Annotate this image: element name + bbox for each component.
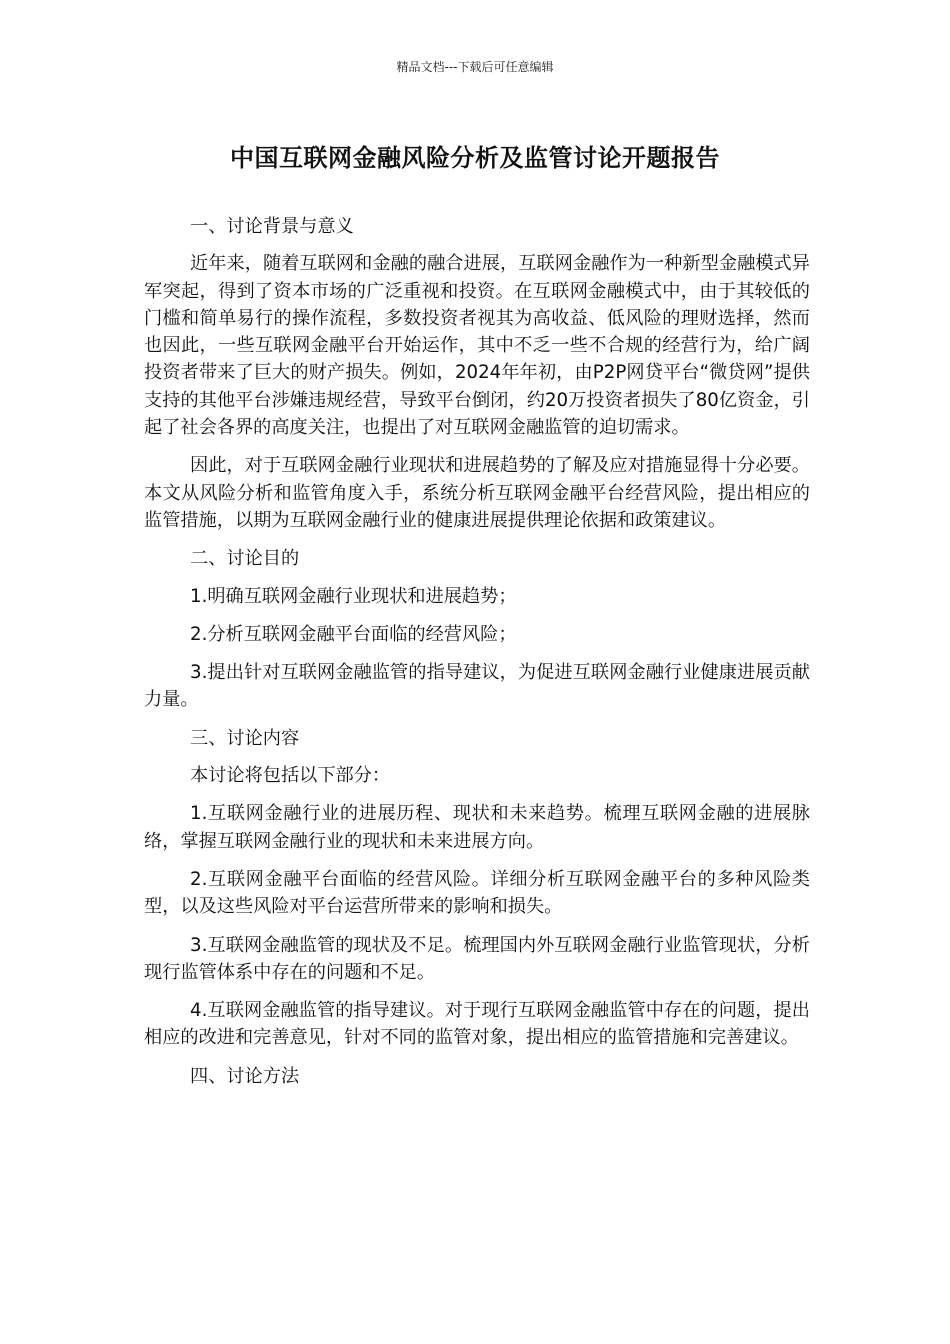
- content-item-2: 2.互联网金融平台面临的经营风险。详细分析互联网金融平台的多种风险类型，以及这些风险对平台运营所带来的影响和损失。: [144, 868, 810, 918]
- content-item-3: 3.互联网金融监管的现状及不足。梳理国内外互联网金融行业监管现状，分析现行监管体系中存在的问题和不足。: [144, 934, 810, 983]
- section-heading-method: 四、讨论方法: [190, 1065, 300, 1087]
- content-item-1: 1.互联网金融行业的进展历程、现状和未来趋势。梳理互联网金融的进展脉络，掌握互联网金融行业的现状和未来进展方向。: [144, 803, 810, 852]
- content-intro: 本讨论将包括以下部分：: [190, 765, 391, 787]
- purpose-item-1: 1.明确互联网金融行业现状和进展趋势；: [190, 585, 517, 607]
- section-heading-purpose: 二、讨论目的: [190, 548, 300, 570]
- section-heading-background: 一、讨论背景与意义: [190, 216, 354, 237]
- document-body: [144, 213, 810, 1100]
- document-title: 中国互联网金融风险分析及监管讨论开题报告: [230, 144, 720, 172]
- purpose-item-2: 2.分析互联网金融平台面临的经营风险；: [190, 623, 517, 645]
- content-item-4: 4.互联网金融监管的指导建议。对于现行互联网金融监管中存在的问题，提出相应的改进和完善意见，针对不同的监管对象，提出相应的监管措施和完善建议。: [144, 1000, 810, 1049]
- purpose-item-3: 3.提出针对互联网金融监管的指导建议，为促进互联网金融行业健康进展贡献力量。: [144, 662, 810, 711]
- paragraph-background: 近年来，随着互联网和金融的融合进展，互联网金融作为一种新型金融模式异军突起，得到了资本市场的广泛重视和投资。在互联网金融模式中，由于其较低的门槛和简单易行的操作流程，多数投资者视其为高收益、低风险的理财选择，然而也因此，一些互联网金融平台开始运作，其中不乏一些不合规的经营行为，给广阔投资者带来了巨大的财产损失。例如，2024年年初，由P2P网贷平台“微贷网”提供支持的其他平台涉嫌违规经营，导致平台倒闭，约20万投资者损失了80亿资金，引起了社会各界的高度关注，也提出了对互联网金融监管的迫切需求。: [144, 253, 810, 439]
- section-heading-content: 三、讨论内容: [190, 727, 300, 749]
- header-note: 精品文档---下载后可任意编辑: [396, 60, 554, 74]
- paragraph-significance: 因此，对于互联网金融行业现状和进展趋势的了解及应对措施显得十分必要。本文从风险分析和监管角度入手，系统分析互联网金融平台经营风险，提出相应的监管措施，以期为互联网金融行业的健康进展提供理论依据和政策建议。: [144, 455, 810, 531]
